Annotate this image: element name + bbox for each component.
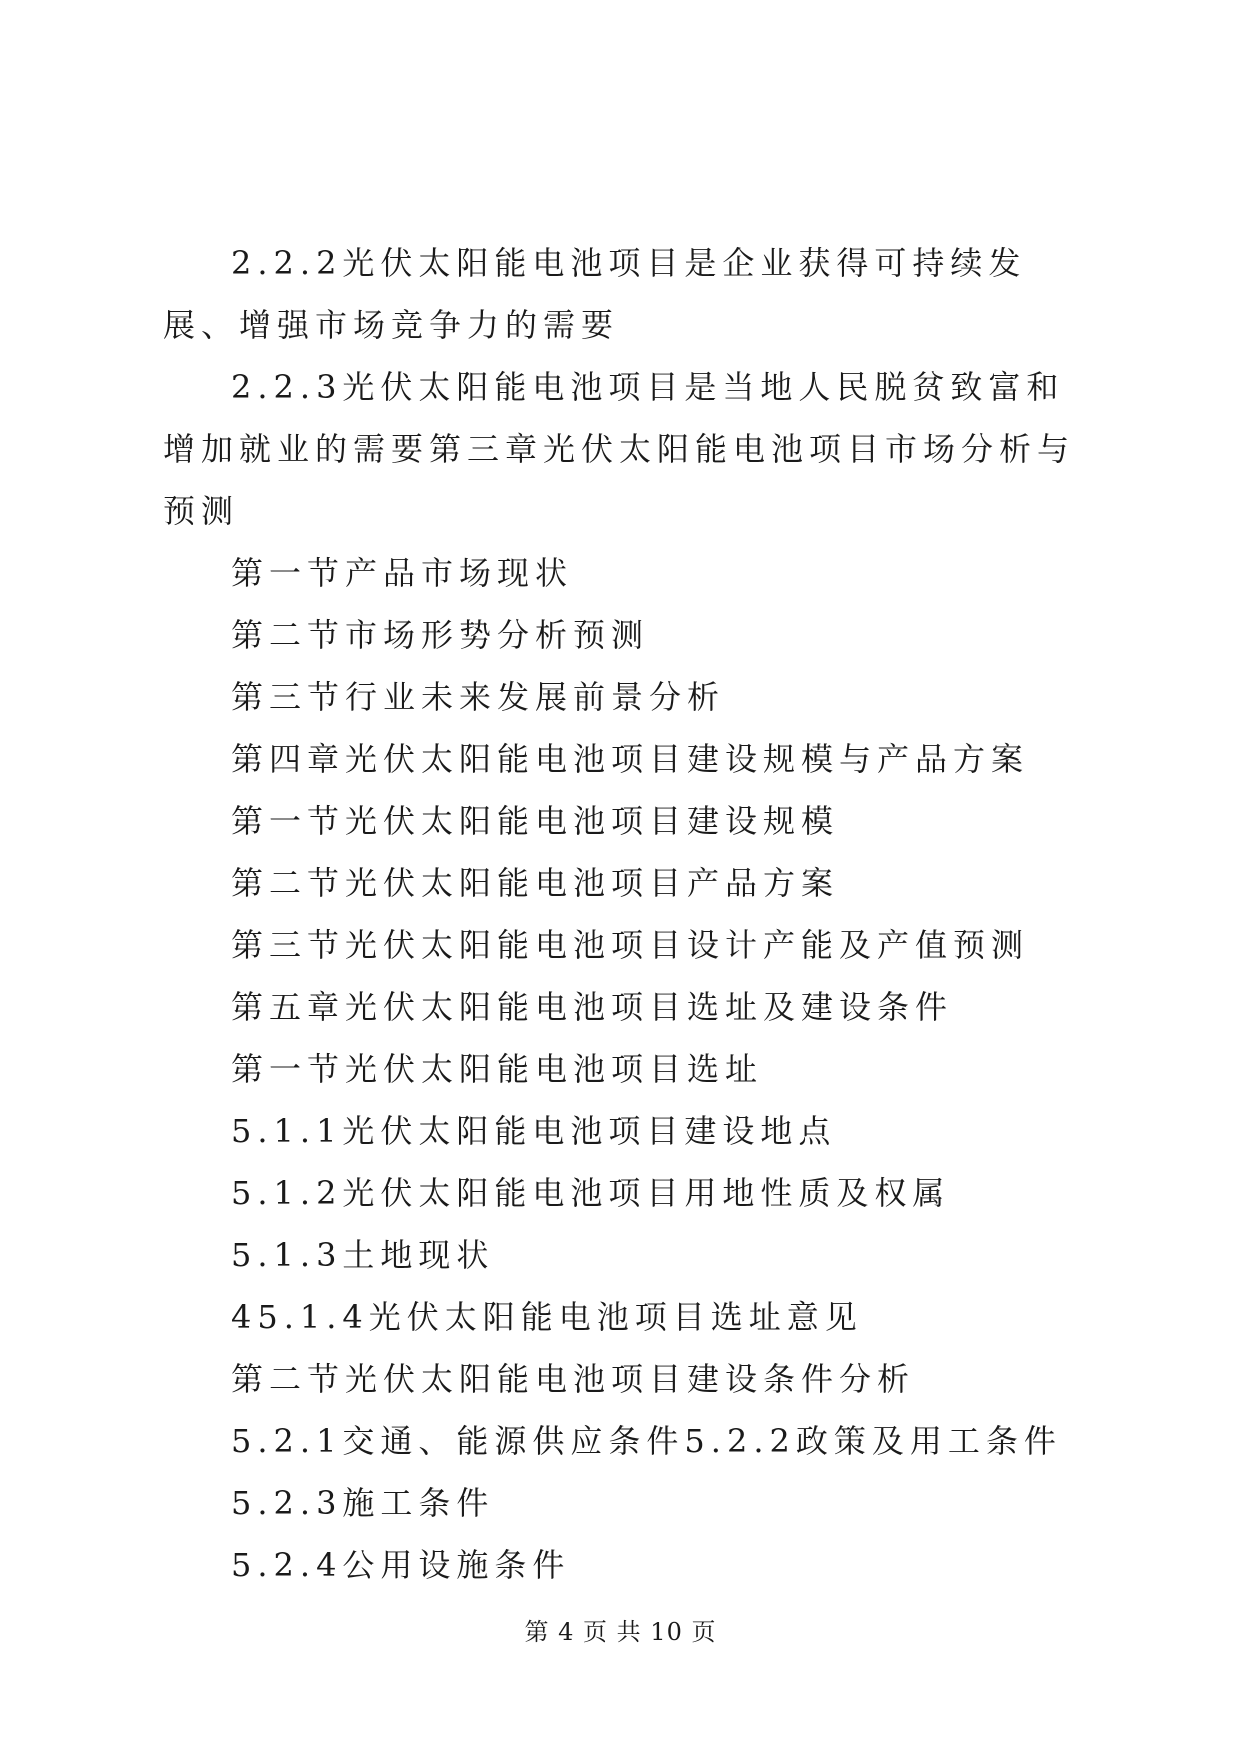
subsection-heading: 5.2.1交通、能源供应条件5.2.2政策及用工条件 (231, 1422, 1062, 1460)
page-footer: 第 4 页 共 10 页 (524, 1618, 717, 1646)
subsection-heading: 45.1.4光伏太阳能电池项目选址意见 (231, 1298, 863, 1336)
subsection-heading: 5.1.2光伏太阳能电池项目用地性质及权属 (231, 1174, 951, 1212)
section-heading: 第一节光伏太阳能电池项目建设规模 (231, 802, 840, 840)
section-heading: 第一节光伏太阳能电池项目选址 (231, 1050, 764, 1088)
section-heading: 第二节光伏太阳能电池项目建设条件分析 (231, 1360, 916, 1398)
chapter-heading: 第四章光伏太阳能电池项目建设规模与产品方案 (231, 740, 1030, 778)
section-heading: 第三节行业未来发展前景分析 (231, 678, 726, 716)
subsection-heading: 5.1.1光伏太阳能电池项目建设地点 (231, 1112, 837, 1150)
section-heading: 第二节市场形势分析预测 (231, 616, 650, 654)
chapter-heading: 第五章光伏太阳能电池项目选址及建设条件 (231, 988, 954, 1026)
subsection-heading: 5.2.3施工条件 (231, 1484, 495, 1522)
section-heading: 第二节光伏太阳能电池项目产品方案 (231, 864, 840, 902)
subsection-heading: 5.2.4公用设施条件 (231, 1546, 571, 1584)
document-body (163, 232, 1083, 1596)
section-heading: 第一节产品市场现状 (231, 554, 574, 592)
paragraph: 2.2.3光伏太阳能电池项目是当地人民脱贫致富和增加就业的需要第三章光伏太阳能电池项目市场分析与预测 (163, 368, 1076, 530)
paragraph: 2.2.2光伏太阳能电池项目是企业获得可持续发展、增强市场竞争力的需要 (163, 244, 1027, 344)
section-heading: 第三节光伏太阳能电池项目设计产能及产值预测 (231, 926, 1030, 964)
subsection-heading: 5.1.3土地现状 (231, 1236, 495, 1274)
